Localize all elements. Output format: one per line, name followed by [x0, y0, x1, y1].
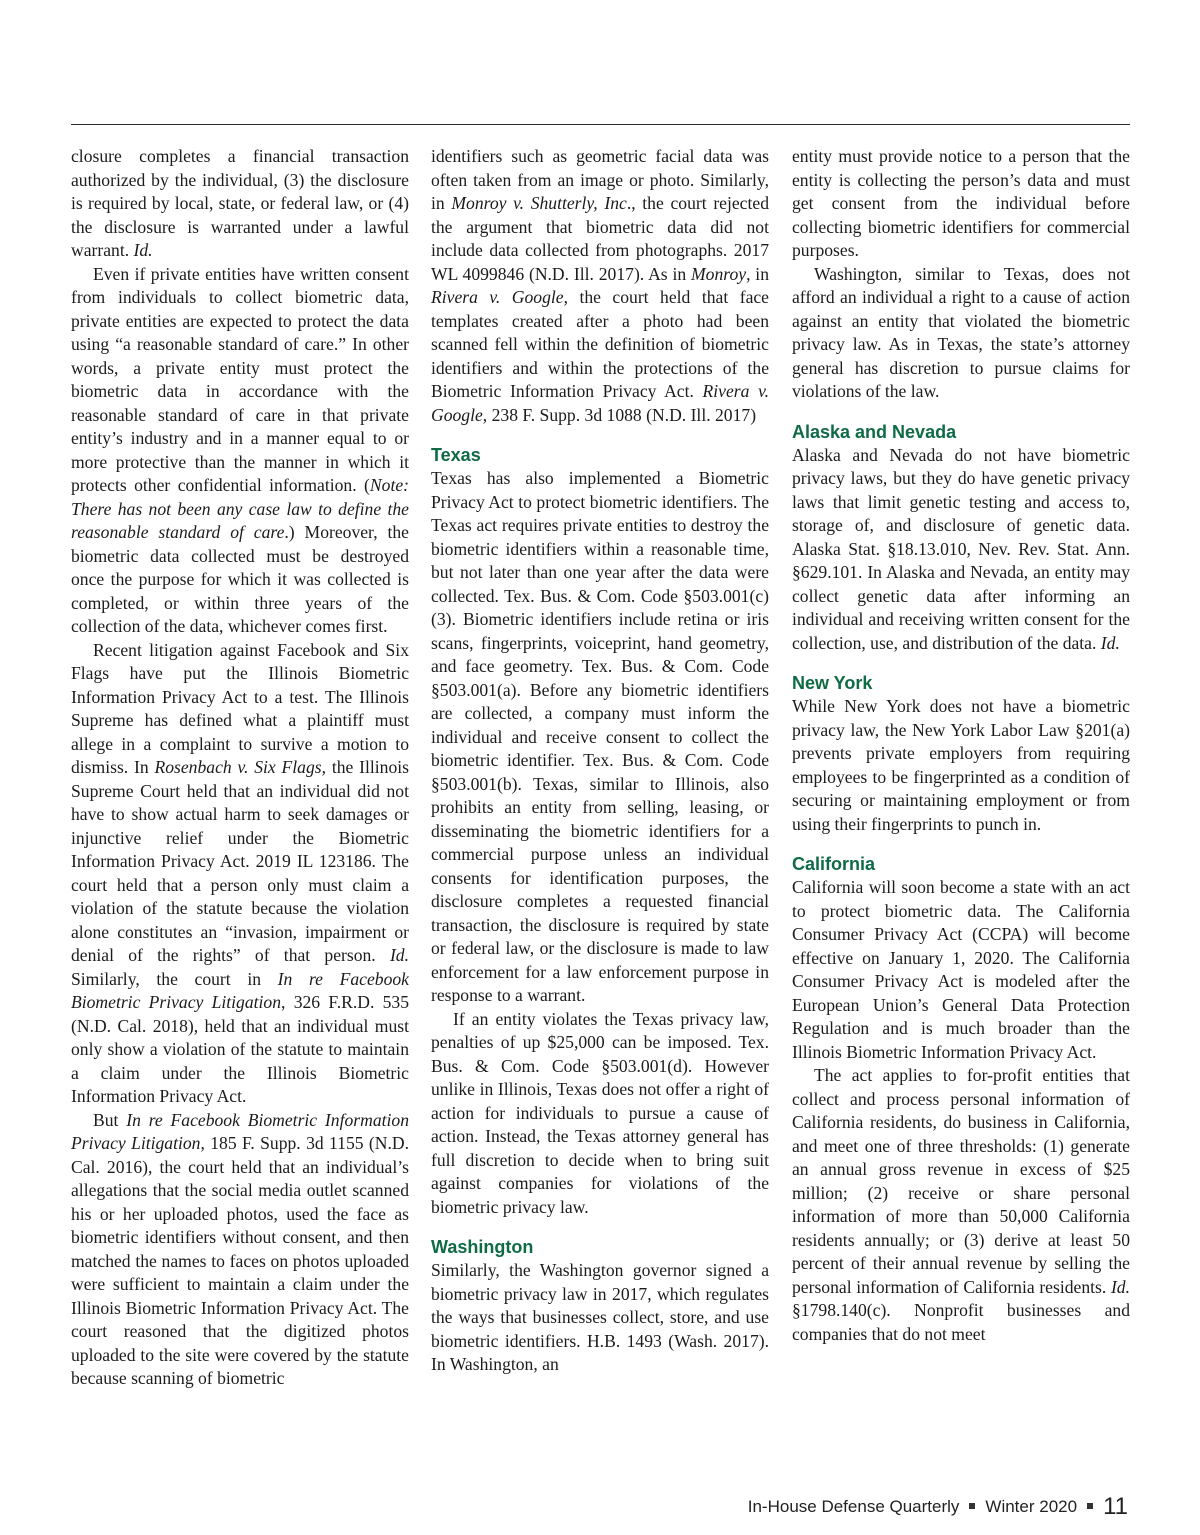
paragraph: If an entity violates the Texas privacy law, penalties of up $25,000 can be imposed. Tex. Bus. & Com. Code §503.001(d). However unlike in Illinois, Texas does not offer a right of action for individuals to pursue a cause of action. Instead, the Texas attorney general has full discretion to decide when to bring suit against companies for violations of the biometric privacy law.: [431, 1008, 769, 1217]
paragraph: Alaska and Nevada do not have biometric privacy laws, but they do have genetic privacy laws that limit genetic testing and access to, storage of, and disclosure of genetic data. Alaska Stat. §18.13.010, Nev. Rev. Stat. Ann. §629.101. In Alaska and Nevada, an entity may collect genetic data after informing an individual and receiving written consent for the collection, use, and distribution of the data. Id.: [792, 444, 1130, 653]
publication-name: In-House Defense Quarterly: [747, 1497, 960, 1516]
section-heading-alaska-nevada: Alaska and Nevada: [792, 421, 957, 442]
paragraph: entity must provide notice to a person that the entity is collecting the person’s data and must get consent from the individual before collecting biometric identifiers for commercial purposes.: [792, 146, 1130, 260]
column-2: [431, 145, 769, 1377]
paragraph: The act applies to for-profit entities that collect and process personal information of California residents, do business in California, and meet one of three thresholds: (1) generate an annual gross revenue in excess of $25 million; (2) receive or share personal information of more than 50,000 California residents annually; or (3) derive at least 50 percent of their annual revenue by selling the personal information of California residents. Id. §1798.140(c). Nonprofit businesses and companies that do not meet: [792, 1065, 1130, 1344]
paragraph: closure completes a financial transaction authorized by the individual, (3) the disclosure is required by local, state, or federal law, or (4) the disclosure is warranted under a lawful warrant. Id.: [71, 146, 409, 260]
paragraph: Even if private entities have written consent from individuals to collect biometric data, private entities are expected to protect the data using “a reasonable standard of care.” In other words, a private entity must protect the biometric data in accordance with the reasonable standard of care in that private entity’s industry and in a manner equal to or more protective than the manner in which it protects other confidential information. (Note: There has not been any case law to define the reasonable standard of care.) Moreover, the biometric data collected must be destroyed once the purpose for which it was collected is completed, or within three years of the collection of the data, whichever comes first.: [71, 263, 409, 636]
section-heading-texas: Texas: [431, 445, 481, 465]
column-3: [792, 145, 1130, 1346]
paragraph: Similarly, the Washington governor signed a biometric privacy law in 2017, which regulates the ways that businesses collect, store, and use biometric identifiers. H.B. 1493 (Wash. 2017). In Washington, an: [431, 1260, 769, 1374]
paragraph: Washington, similar to Texas, does not afford an individual a right to a cause of action against an entity that violated the biometric privacy law. As in Texas, the state’s attorney general has discretion to pursue claims for violations of the law.: [792, 263, 1130, 401]
separator-square-icon: [969, 1503, 975, 1509]
section-heading-washington: Washington: [431, 1237, 534, 1257]
paragraph: Recent litigation against Facebook and Six Flags have put the Illinois Biometric Information Privacy Act to a test. The Illinois Supreme has defined what a plaintiff must allege in a complaint to survive a motion to dismiss. In Rosenbach v. Six Flags, the Illinois Supreme Court held that an individual did not have to show actual harm to seek damages or injunctive relief under the Biometric Information Privacy Act. 2019 IL 123186. The court held that a person only must claim a violation of the statute because the violation alone constitutes an “invasion, impairment or denial of the rights” of that person. Id. Similarly, the court in In re Facebook Biometric Privacy Litigation, 326 F.R.D. 535 (N.D. Cal. 2018), held that an individual must only show a violation of the statute to maintain a claim under the Illinois Biometric Information Privacy Act.: [71, 639, 410, 1106]
column-1: [71, 145, 409, 1391]
paragraph: Texas has also implemented a Biometric Privacy Act to protect biometric identifiers. The Texas act requires private entities to destroy the biometric identifiers within a reasonable time, but not later than one year after the data were collected. Tex. Bus. & Com. Code §503.001(c)(3). Biometric identifiers include retina or iris scans, fingerprints, voiceprint, hand geometry, and face geometry. Tex. Bus. & Com. Code §503.001(a). Before any biometric identifiers are collected, a company must inform the individual and receive consent to collect the biometric identifier. Tex. Bus. & Com. Code §503.001(b). Texas, similar to Illinois, also prohibits an entity from selling, leasing, or disseminating the biometric identifiers for a commercial purpose unless an individual consents for identification purposes, the disclosure completes a requested financial transaction, the disclosure is required by state or federal law, or the disclosure is made to law enforcement for a law enforcement purpose in response to a warrant.: [431, 468, 769, 1005]
paragraph: But In re Facebook Biometric Information Privacy Litigation, 185 F. Supp. 3d 1155 (N.D. Cal. 2016), the court held that an individual’s allegations that the social media outlet scanned his or her uploaded photos, used the face as biometric identifiers without consent, and then matched the names to faces on photos uploaded were sufficient to maintain a claim under the Illinois Biometric Information Privacy Act. The court reasoned that the digitized photos uploaded to the site were covered by the statute because scanning of biometric: [71, 1109, 409, 1388]
section-heading-california: California: [792, 854, 876, 874]
page-footer: [748, 1493, 1128, 1521]
paragraph: identifiers such as geometric facial data was often taken from an image or photo. Similarly, in Monroy v. Shutterly, Inc., the court rejected the argument that biometric data did not include data collected from photographs. 2017 WL 4099846 (N.D. Ill. 2017). As in Monroy, in Rivera v. Google, the court held that face templates created after a photo had been scanned fell within the definition of biometric identifiers and within the protections of the Biometric Information Privacy Act. Rivera v. Google, 238 F. Supp. 3d 1088 (N.D. Ill. 2017): [431, 146, 769, 425]
paragraph: California will soon become a state with an act to protect biometric data. The California Consumer Privacy Act (CCPA) will become effective on January 1, 2020. The California Consumer Privacy Act is modeled after the European Union’s General Data Protection Regulation and is much broader than the Illinois Biometric Information Privacy Act.: [792, 877, 1130, 1062]
page-number: 11: [1103, 1493, 1128, 1520]
separator-square-icon: [1087, 1503, 1093, 1509]
top-rule: [71, 124, 1130, 125]
issue-label: Winter 2020: [985, 1497, 1078, 1516]
section-heading-new-york: New York: [792, 673, 873, 693]
paragraph: While New York does not have a biometric privacy law, the New York Labor Law §201(a) prevents private employers from requiring employees to be fingerprinted as a condition of securing or maintaining employment or from using their fingerprints to punch in.: [792, 696, 1130, 834]
